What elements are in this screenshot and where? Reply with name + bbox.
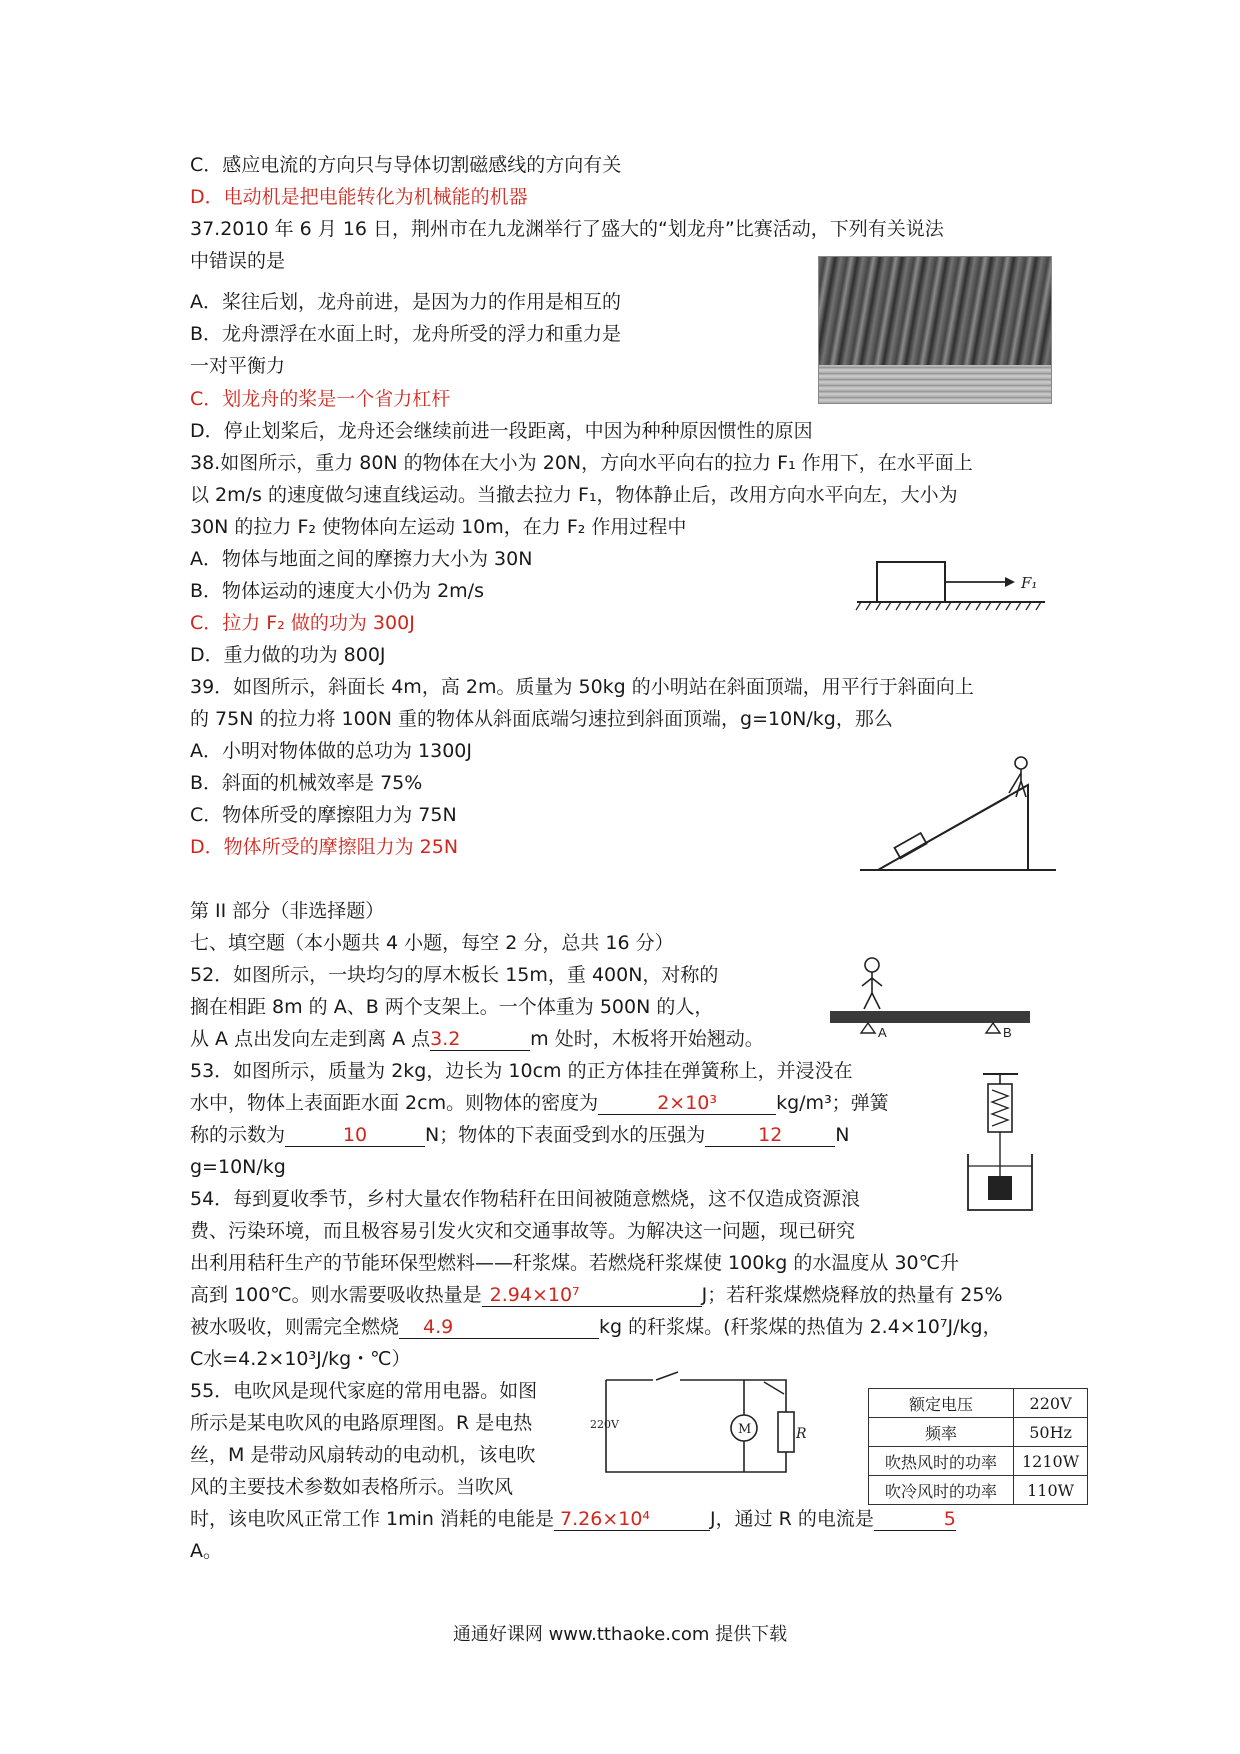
- answer-55-energy: 7.26×10⁴: [554, 1508, 710, 1531]
- option-37-b-cont: 一对平衡力: [190, 355, 286, 377]
- question-54-stem-3: 出利用秸秆生产的节能环保型燃料——秆浆煤。若燃烧秆浆煤使 100kg 的水温度从 30℃升: [190, 1252, 959, 1274]
- table-row: [869, 1389, 1088, 1418]
- question-39-stem-2: 的 75N 的拉力将 100N 重的物体从斜面底端匀速拉到斜面顶端，g=10N/kg，那么: [190, 708, 893, 730]
- question-55-unit: A。: [190, 1540, 222, 1562]
- question-55-stem: 55．电吹风是现代家庭的常用电器。如图: [190, 1380, 538, 1402]
- option-37-a: A．桨往后划，龙舟前进，是因为力的作用是相互的: [190, 291, 621, 313]
- page-footer: 通通好课网 www.tthaoke.com 提供下载: [452, 1624, 788, 1645]
- section-heading: 第 II 部分（非选择题）: [190, 900, 385, 922]
- answer-53-density: 2×10³: [598, 1092, 776, 1115]
- block: [877, 562, 945, 602]
- answer-53-reading: 10: [285, 1124, 425, 1147]
- table-cell-value: 110W: [1014, 1476, 1088, 1505]
- question-37-stem-cont: 中错误的是: [190, 250, 286, 272]
- table-row: [869, 1476, 1088, 1505]
- question-53-blank-line-2: 称的示数为 10 N；物体的下表面受到水的压强为 12 N: [190, 1124, 850, 1146]
- question-52-blank-line: 从 A 点出发向左走到离 A 点3.2 m 处时，木板将开始翘动。: [190, 1028, 764, 1050]
- question-54-stem: 54．每到夏收季节，乡村大量农作物秸秆在田间被随意燃烧，这不仅造成资源浪: [190, 1188, 861, 1210]
- question-37-stem: 37.2010 年 6 月 16 日，荆州市在九龙渊举行了盛大的“划龙舟”比赛活动，下列有关说法: [190, 218, 944, 240]
- plank-diagram: [828, 953, 1033, 1048]
- block-force-diagram: [855, 546, 1055, 616]
- pull-rope: [928, 797, 1008, 842]
- table-cell-value: 220V: [1014, 1389, 1088, 1418]
- support-b-label: B: [1003, 1025, 1012, 1040]
- question-55-stem-2: 所示是某电吹风的电路原理图。R 是电热: [190, 1412, 533, 1434]
- option-39-d-answer: D．物体所受的摩擦阻力为 25N: [190, 836, 459, 858]
- question-52-stem-2: 搁在相距 8m 的 A、B 两个支架上。一个体重为 500N 的人，: [190, 996, 714, 1018]
- option-37-b: B．龙舟漂浮在水面上时，龙舟所受的浮力和重力是: [190, 323, 622, 345]
- option-37-d: D．停止划桨后，龙舟还会继续前进一段距离，中因为种种原因惯性的原因: [190, 420, 813, 442]
- support-b: [986, 1023, 1000, 1033]
- question-55-blank-line: 时，该电吹风正常工作 1min 消耗的电能是 7.26×10⁴ J，通过 R 的电流是 5: [190, 1508, 956, 1530]
- option-37-c-answer: C．划龙舟的桨是一个省力杠杆: [190, 388, 451, 410]
- question-54-blank-line-1: 高到 100℃。则水需要吸收热量是 2.94×10⁷ J；若秆浆煤燃烧释放的热量有 25%: [190, 1284, 1003, 1306]
- table-cell-value: 50Hz: [1014, 1418, 1088, 1447]
- question-39-stem: 39．如图所示，斜面长 4m，高 2m。质量为 50kg 的小明站在斜面顶端，用平行于斜面向上: [190, 676, 974, 698]
- question-54-stem-2: 费、污染环境，而且极容易引发火灾和交通事故等。为解决这一问题，现已研究: [190, 1220, 856, 1242]
- support-a: [861, 1023, 875, 1033]
- question-38-stem: 38.如图所示，重力 80N 的物体在大小为 20N，方向水平向右的拉力 F₁ 作用下，在水平面上: [190, 452, 973, 474]
- option-39-b: B．斜面的机械效率是 75%: [190, 772, 423, 794]
- motor-label: M: [738, 1422, 752, 1437]
- answer-53-pressure: 12: [705, 1124, 835, 1147]
- question-55-stem-4: 风的主要技术参数如表格所示。当吹风: [190, 1476, 514, 1498]
- person-head: [1015, 757, 1027, 769]
- man-head: [865, 958, 879, 972]
- question-54-given: C水=4.2×10³J/kg・℃）: [190, 1348, 411, 1370]
- answer-54-heat: 2.94×10⁷: [482, 1284, 702, 1307]
- question-53-blank-line-1: 水中，物体上表面距水面 2cm。则物体的密度为 2×10³ kg/m³；弹簧: [190, 1092, 889, 1114]
- spring-coil: [992, 1090, 1008, 1126]
- resistor-label: R: [796, 1426, 807, 1442]
- force-label: F₁: [1021, 574, 1038, 592]
- force-arrowhead: [1005, 577, 1015, 587]
- circuit-wires: [606, 1372, 786, 1472]
- option-38-b: B．物体运动的速度大小仍为 2m/s: [190, 580, 484, 602]
- ground-hatching: [856, 602, 1041, 610]
- spec-table: [868, 1388, 1088, 1505]
- option-39-c: C．物体所受的摩擦阻力为 75N: [190, 804, 457, 826]
- option-38-d: D．重力做的功为 800J: [190, 644, 386, 666]
- incline-block: [895, 833, 927, 858]
- table-cell-key: 吹热风时的功率: [869, 1447, 1014, 1476]
- voltage-label: 220V: [590, 1418, 619, 1431]
- support-a-label: A: [878, 1025, 887, 1040]
- switch-2: [764, 1382, 784, 1394]
- table-row: [869, 1418, 1088, 1447]
- option-39-a: A．小明对物体做的总功为 1300J: [190, 740, 472, 762]
- question-54-blank-line-2: 被水吸收，则需完全燃烧 4.9 kg 的秆浆煤。(秆浆煤的热值为 2.4×10⁷J/kg，: [190, 1316, 1002, 1338]
- answer-55-current: 5: [874, 1508, 956, 1531]
- question-53-stem: 53．如图所示，质量为 2kg，边长为 10cm 的正方体挂在弹簧称上，并浸没在: [190, 1060, 853, 1082]
- man-body: [862, 972, 882, 1009]
- option-37-prev-c: C．感应电流的方向只与导体切割磁感线的方向有关: [190, 154, 622, 176]
- question-52-stem: 52．如图所示，一块均匀的厚木板长 15m，重 400N，对称的: [190, 964, 719, 986]
- question-55-stem-3: 丝，M 是带动风扇转动的电动机，该电吹: [190, 1444, 536, 1466]
- cube: [988, 1176, 1012, 1200]
- option-38-c-answer: C．拉力 F₂ 做的功为 300J: [190, 612, 415, 634]
- table-row: [869, 1447, 1088, 1476]
- dragon-boat-photo: [818, 256, 1052, 404]
- table-cell-key: 频率: [869, 1418, 1014, 1447]
- question-38-stem-2: 以 2m/s 的速度做匀速直线运动。当撤去拉力 F₁，物体静止后，改用方向水平向左，大小为: [190, 484, 958, 506]
- table-cell-key: 额定电压: [869, 1389, 1014, 1418]
- water-area: [819, 365, 1051, 403]
- resistor: [778, 1412, 794, 1452]
- option-37-prev-d-answer: D．电动机是把电能转化为机械能的机器: [190, 186, 528, 208]
- question-38-stem-3: 30N 的拉力 F₂ 使物体向左运动 10m，在力 F₂ 作用过程中: [190, 516, 687, 538]
- question-53-given: g=10N/kg: [190, 1156, 286, 1178]
- circuit-diagram: [588, 1362, 807, 1480]
- table-cell-value: 1210W: [1014, 1447, 1088, 1476]
- spec-table-container: [868, 1388, 1088, 1505]
- answer-54-mass: 4.9: [399, 1316, 599, 1339]
- person-body: [1009, 769, 1026, 797]
- plank: [830, 1011, 1030, 1023]
- option-38-a: A．物体与地面之间的摩擦力大小为 30N: [190, 548, 533, 570]
- spring-balance-diagram: [958, 1068, 1048, 1218]
- section-instructions: 七、填空题（本小题共 4 小题，每空 2 分，总共 16 分）: [190, 932, 674, 954]
- table-cell-key: 吹冷风时的功率: [869, 1476, 1014, 1505]
- incline-diagram: [858, 745, 1058, 875]
- answer-52: 3.2: [430, 1028, 530, 1051]
